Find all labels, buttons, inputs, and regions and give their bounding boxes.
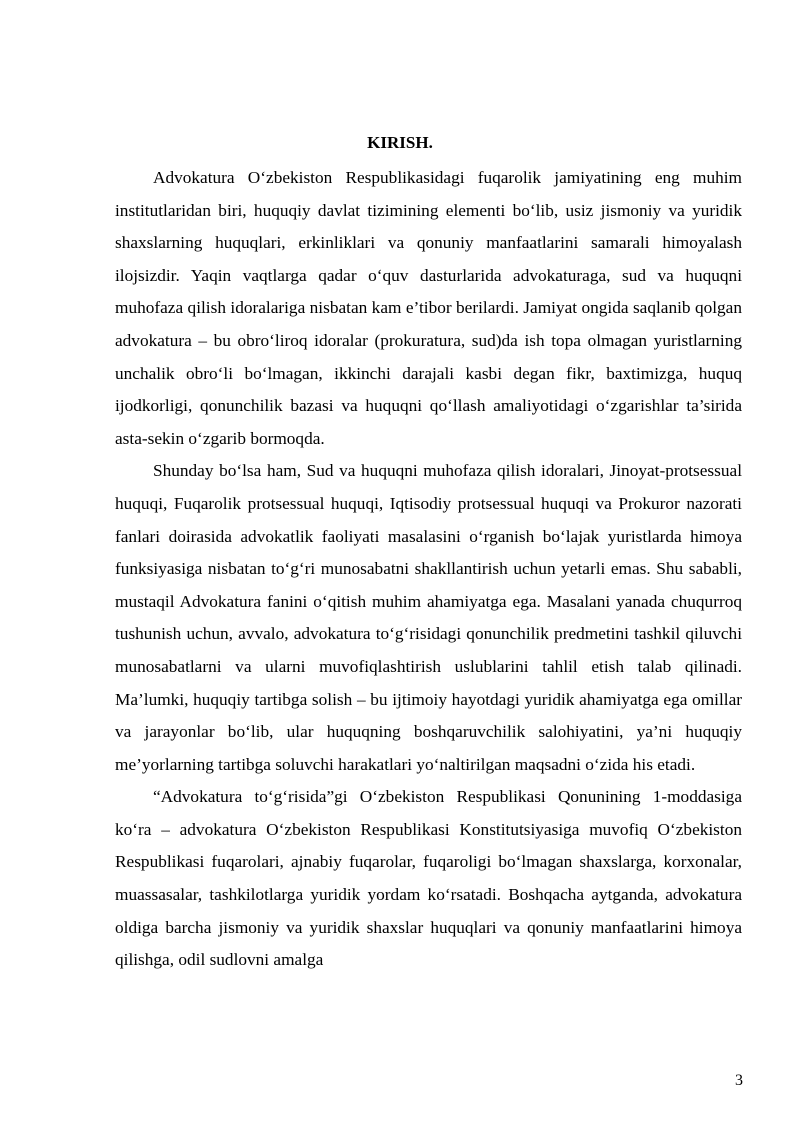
paragraph-3: “Advokatura to‘g‘risida”gi O‘zbekiston Respublikasi Qonunining 1-moddasiga ko‘ra – advokatura O‘zbekiston Respublikasi Konstitutsiyasiga muvofiq O‘zbekiston Respublikasi fuqarolari, ajnabiy fuqarolar, fuqaroligi bo‘lmagan shaxslarga, korxonalar, muassasalar, tashkilotlarga yuridik yordam ko‘rsatadi. Boshqacha aytganda, advokatura oldiga barcha jismoniy va yuridik shaxslar huquqlari va qonuniy manfaatlarini himoya qilishga, odil sudlovni amalga <box>115 787 742 970</box>
paragraph-2: Shunday bo‘lsa ham, Sud va huquqni muhofaza qilish idoralari, Jinoyat-protsessual huquqi, Fuqarolik protsessual huquqi, Iqtisodiy protsessual huquqi va Prokuror nazorati fanlari doirasida advokatlik faoliyati masalasini o‘rganish bo‘lajak yuristlarda himoya funksiyasiga nisbatan to‘g‘ri munosabatni shakllantirish uchun yetarli emas. Shu sababli, mustaqil Advokatura fanini o‘qitish muhim ahamiyatga ega. Masalani yanada chuqurroq tushunish uchun, avvalo, advokatura to‘g‘risidagi qonunchilik predmetini tashkil qiluvchi munosabatlarni va ularni muvofiqlashtirish uslublarini tahlil etish talab qilinadi. Ma’lumki, huquqiy tartibga solish – bu ijtimoiy hayotdagi yuridik ahamiyatga ega omillar va jarayonlar bo‘lib, ular huquqning boshqaruvchilik salohiyatini, ya’ni huquqiy me’yorlarning tartibga soluvchi harakatlari yo‘naltirilgan maqsadni o‘zida his etadi. <box>115 461 742 774</box>
body-text <box>115 162 742 977</box>
page-number: 3 <box>735 1072 743 1089</box>
page-title: KIRISH. <box>367 133 433 152</box>
paragraph-1: Advokatura O‘zbekiston Respublikasidagi fuqarolik jamiyatining eng muhim institutlaridan biri, huquqiy davlat tizimining elementi bo‘lib, usiz jismoniy va yuridik shaxslarning huquqlari, erkinliklari va qonuniy manfaatlarini samarali himoyalash ilojsizdir. Yaqin vaqtlarga qadar o‘quv dasturlarida advokaturaga, sud va huquqni muhofaza qilish idoralariga nisbatan kam e’tibor berilardi. Jamiyat ongida saqlanib qolgan advokatura – bu obro‘liroq idoralar (prokuratura, sud)da ish topa olmagan yuristlarning unchalik obro‘li bo‘lmagan, ikkinchi darajali kasbi degan fikr, baxtimizga, huquq ijodkorligi, qonunchilik bazasi va huquqni qo‘llash amaliyotidagi o‘zgarishlar ta’sirida asta-sekin o‘zgarib bormoqda. <box>115 168 742 448</box>
